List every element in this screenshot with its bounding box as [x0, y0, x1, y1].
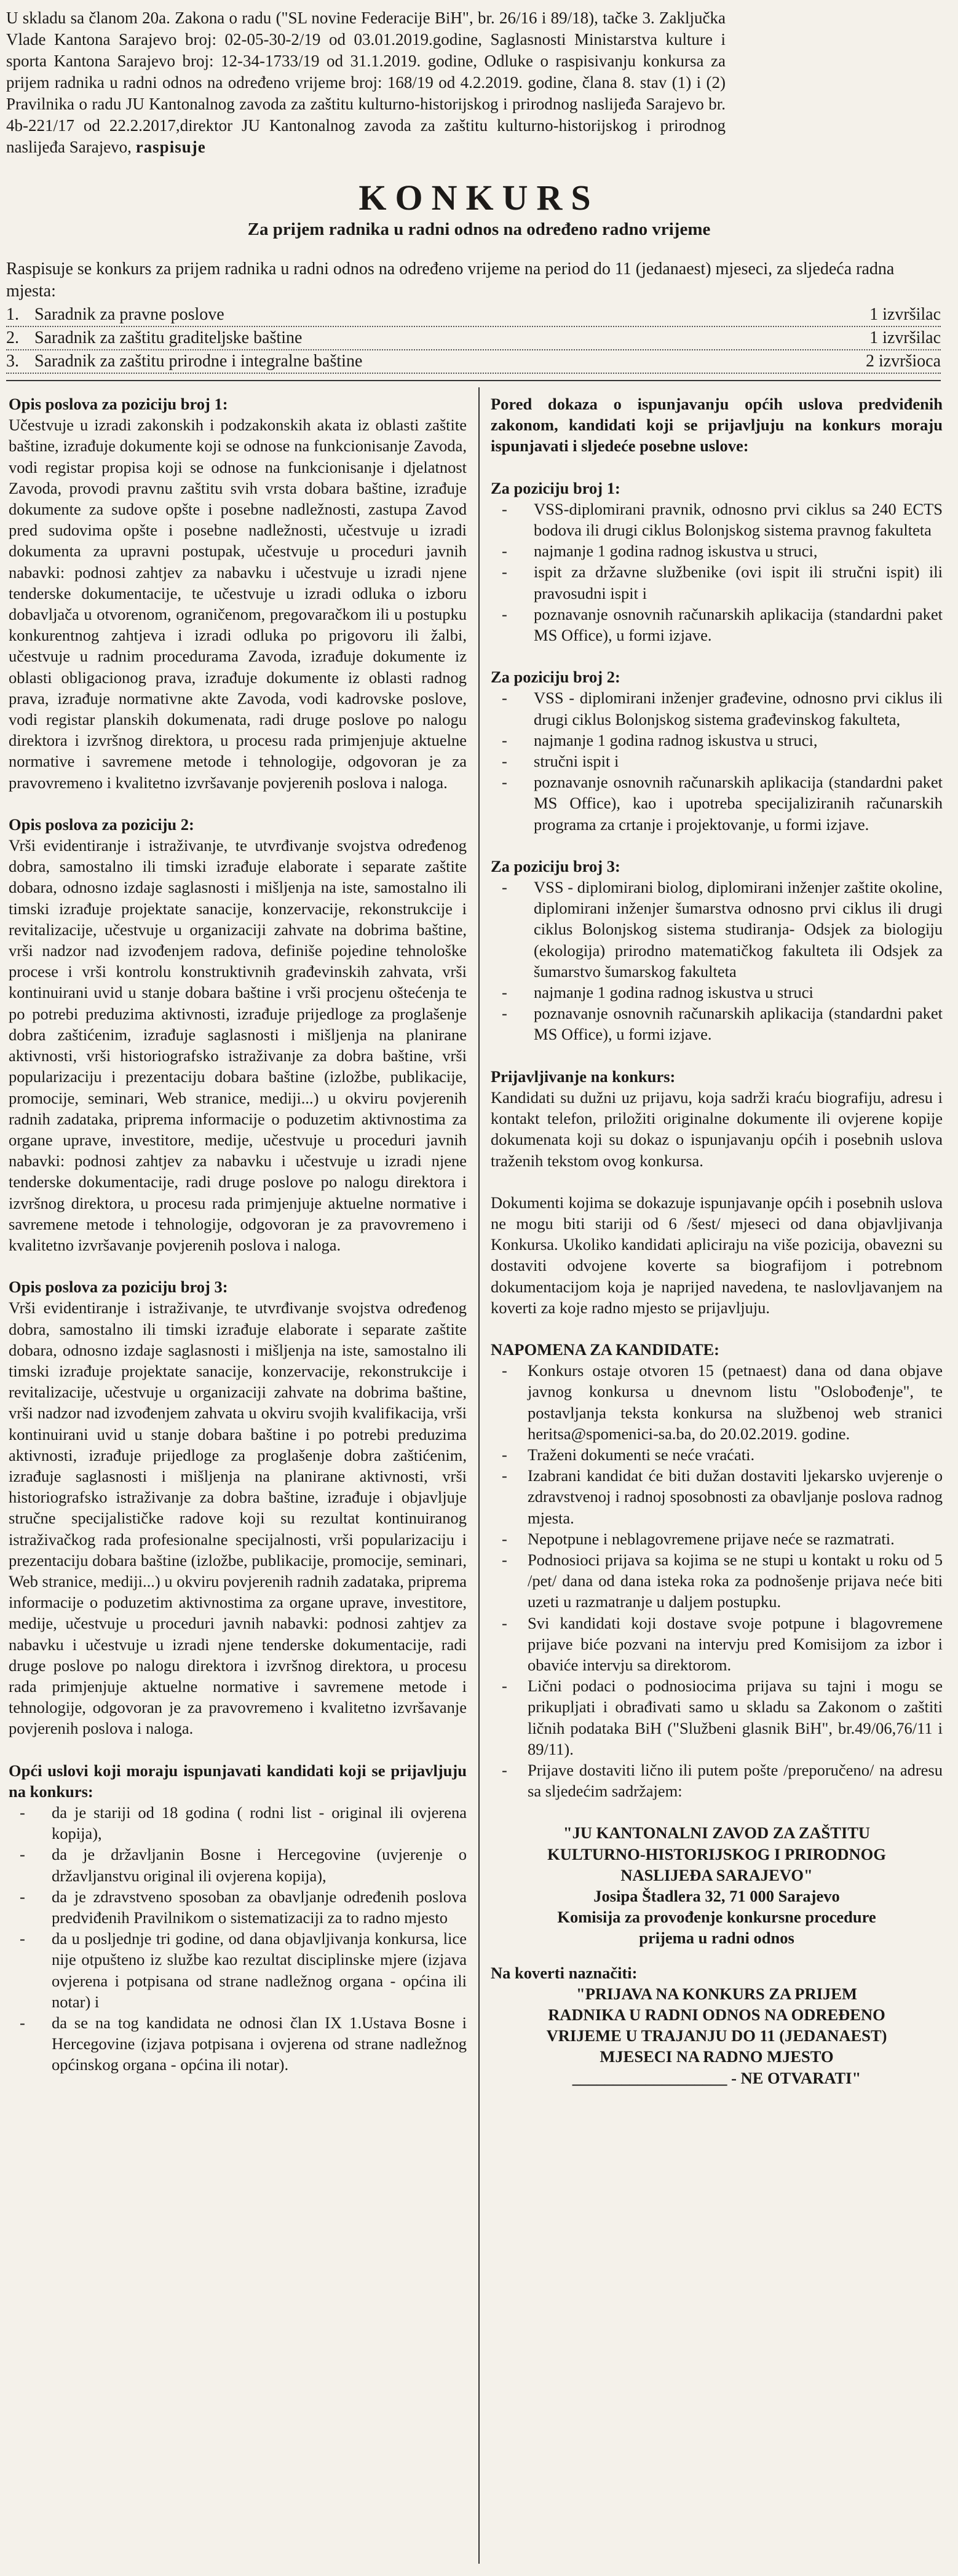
envelope-line: ___________________ - NE OTVARATI"	[572, 2068, 861, 2087]
section-heading: Opis poslova za poziciju broj 1:	[9, 395, 228, 413]
intro-text: U skladu sa članom 20a. Zakona o radu ("SL novine Federacije BiH", br. 26/16 i 89/18), tačke 3. Zaključka Vlade Kantona Sarajevo broj: 02-05-30-2/19 od 03.01.2019.godine, Saglasnosti Ministarstva kulture i sporta Kantona Sarajevo broj: 12-34-1733/19 od 31.1.2019. godine, Odluke o raspisivanju konkursa za prijem radnika u radni odnos na određeno vrijeme broj: 168/19 od 4.2.2019. godine, člana 8. stav (1) i (2) Pravilnika o radu JU Kantonalnog zavoda za zaštitu kulturno-historijskog i prirodnog naslijeđa Sarajevo br. 4b-221/17 od 22.2.2017,direktor JU Kantonalnog zavoda za zaštitu kulturno-historijskog i prirodnog naslijeđa Sarajevo,	[6, 9, 726, 156]
job-description-1: Učestvuje u izradi zakonskih i podzakonskih akata iz oblasti zaštite baštine, izrađuje dokumente koji se odnose na funkcionisanje Zavoda, vodi registar propisa koji se odnose na funkcionisanje i djelatnost Zavoda, provodi pravnu zaštitu svih vrsta dobara baštine, izrađuje dokumente za sudove opšte i posebne nadležnosti, zastupa Zavod pred sudovima opšte i posebne nadležnosti, učestvuje u izradi dokumenta za upravni postupak, učestvuje u proceduri javnih nabavki: podnosi zahtjev za nabavku i učestvuje u izradi njene tenderske dokumentacije, te učestvuje u izradi odluka o izboru dobavljača u otvorenom, ograničenom, pregovaračkom ili u postupku konkurentnog zahtjeva i izradi odluka po prigovoru ili žalbi, učestvuje u radnim procedurama Zavoda, izrađuje dokumente iz oblasti obligacionog prava, izrađuje dokumente iz oblasti radnog prava, izrađuje normativne akte Zavoda, vodi kadrovske poslove, vodi registar planskih dokumenata, radi druge poslove po nalogu direktora i izvršnog direktora, u procesu rada primjenjuje aktuelne normative i savremene metode i tehnologije, odgovoran je za pravovremeno i kvalitetno izvršavanje povjerenih poslova i naloga.	[9, 416, 467, 792]
section-heading: Za poziciju broj 2:	[491, 668, 620, 687]
address-line: NASLIJEĐA SARAJEVO"	[620, 1865, 813, 1884]
envelope-line: MJESECI NA RADNO MJESTO	[600, 2047, 834, 2066]
envelope-label: Na koverti naznačiti:	[491, 1963, 638, 1982]
job-description-2: Vrši evidentiranje i istraživanje, te utvrđivanje svojstva određenog dobra, samostalno ili timski izrađuje elaborate i separate zaštite dobara, odnosno izdaje saglasnosti i mišljenja na iste, samostalno ili timski izrađuje projektate sanacije, konzervacije, rekonstrukcije i revitalizacije, učestvuje u organizaciji zahvate na dobrima baštine, vrši nadzor nad izvođenjem radova, definiše pojedine tehnološke procese i vrši kontrolu konstruktivnih građevinskih zahvata, vrši kontinuirani uvid u stanje dobara baštine i vrši procjenu oštećenja te po potrebi preduzima aktivnosti, izrađuje prijedloge za proglašenje dobra zaštićenim, izrađuje saglasnosti i mišljenja na planirane aktivnosti, vrši historiografsko istraživanje za dobra baštine, vrši popularizaciju i prezentaciju dobara baštine (izložbe, publikacije, promocije, seminari, Web stranice, mediji...) u okviru povjerenih radnih zadataka, priprema informacije o poduzetim aktivnostima za organe uprave, investitore, medije, učestvuje u proceduri javnih nabavki: podnosi zahtjev za nabavku i učestvuje u izradi njene tenderske dokumentacije, radi druge poslove po nalogu direktora i izvršnog direktora, u procesu rada primjenjuje aktuelne normative i savremene metode i tehnologije, odgovoran je za pravovremeno i kvalitetno izvršavanje povjerenih poslova i naloga.	[9, 836, 467, 1254]
position-name: Saradnik za zaštitu prirodne i integralne baštine	[34, 352, 363, 371]
envelope-line: VRIJEME U TRAJANJU DO 11 (JEDANAEST)	[546, 2026, 887, 2045]
position-name: Saradnik za zaštitu graditeljske baštine	[34, 328, 303, 347]
list-item: - najmanje 1 godina radnog iskustva u struci,	[491, 540, 943, 561]
section-heading: Za poziciju broj 3:	[491, 856, 620, 875]
position-row	[6, 327, 941, 350]
job-description-3: Vrši evidentiranje i istraživanje, te utvrđivanje svojstva određenog dobra, samostalno ili timski izrađuje elaborate i separate zaštite dobara, odnosno izdaje saglasnosti i mišljenja na iste, samostalno ili timski izrađuje projektate sanacije, konzervacije, rekonstrukcije i revitalizacije, učestvuje u organizaciji zahvate na dobrima baštine, vrši nadzor nad izvođenjem zahvata u okviru svojih kvalifikacija, vrši kontinuirani uvid u stanje dobara baštine i po potrebi preduzima aktivnosti, izrađuje prijedloge za proglašenje dobra zaštićenim, izrađuje saglasnosti i mišljenja na planirane aktivnosti, vrši historiografsko istraživanje za dobra baštine, izrađuje i objavljuje stručne specijalističke radove koji su rezultat kontinuiranog istraživačkog rada profesionalne specijalnosti, vrši popularizaciju i prezentaciju dobara baštine (izložbe, publikacije, promocije, seminari, Web stranice, mediji...) u okviru povjerenih radnih zadataka, priprema informacije o poduzetim aktivnostima za organe uprave, investitore, medije, učestvuje u proceduri javnih nabavki: podnosi zahtjev za nabavku i učestvuje u izradi njene tenderske dokumentacije, radi druge poslove po nalogu direktora i izvršnog direktora, u procesu rada primjenjuje aktuelne normative i savremene metode i tehnologije, odgovoran je za pravovremeno i kvalitetno izvršavanje povjerenih poslova i naloga.	[9, 1298, 467, 1738]
list-item: - da je državljanin Bosne i Hercegovine (uvjerenje o državljanstvu original ili ovjerena kopija),	[9, 1844, 467, 1886]
conditions-list-1	[491, 499, 943, 646]
application-text: Kandidati su dužni uz prijavu, koja sadrži kraću biografiju, adresu i kontakt telefon, priložiti originalne dokumente ili ovjerene kopije dokumenata koji su dokaz o ispunjavanju općih i posebnih uslova traženih tekstom ovog konkursa.	[491, 1088, 943, 1170]
list-item: - Podnosioci prijava sa kojima se ne stupi u kontakt u roku od 5 /pet/ dana od dana isteka roka za podnošenje prijava neće biti uzeti u razmatranje u daljem postupku.	[491, 1549, 943, 1613]
address-line: Josipa Štadlera 32, 71 000 Sarajevo	[593, 1887, 840, 1905]
intro-paragraph	[6, 7, 726, 158]
list-item: - da u posljednje tri godine, od dana objavljivanja konkursa, lice nije otpušteno iz službe kao rezultat disciplinske mjere (izjava ovjerena i potpisana od strane nadležnog organa - općina ili notar) i	[9, 1928, 467, 2012]
position-row	[6, 304, 941, 327]
list-item: - Traženi dokumenti se neće vraćati.	[491, 1444, 943, 1465]
position-number: 3.	[6, 352, 19, 371]
position-count: 1 izvršilac	[869, 305, 941, 324]
section-heading: Prijavljivanje na konkurs:	[491, 1067, 676, 1086]
list-item: - poznavanje osnovnih računarskih aplikacija (standardni paket MS Office), u formi izjave.	[491, 604, 943, 646]
intro-verb: raspisuje	[135, 138, 206, 156]
right-column	[491, 393, 943, 2088]
list-item: - najmanje 1 godina radnog iskustva u struci	[491, 982, 943, 1003]
page-title: KONKURS	[358, 178, 600, 218]
list-item: - Izabrani kandidat će biti dužan dostaviti ljekarsko uvjerenje o zdravstvenoj i radnoj sposobnosti za obavljanje poslova radnog mjesta.	[491, 1465, 943, 1528]
address-line: prijema u radni odnos	[639, 1929, 794, 1948]
position-row	[6, 350, 941, 374]
list-item: - VSS - diplomirani biolog, diplomirani inženjer zaštite okoline, diplomirani inženjer šumarstva odnosno prvi ciklus ili drugi ciklus Bolonjskog sistema studiranja- Odsjek za biologiju (ekologija) prirodno matematičkog fakulteta ili Odsjek za šumarstvo šumarskog fakulteta	[491, 877, 943, 982]
list-item: - stručni ispit i	[491, 751, 943, 772]
list-item: - da se na tog kandidata ne odnosi član IX 1.Ustava Bosne i Hercegovine (izjava potpisana i ovjerena od strane nadležnog općinskog organa - općina ili notar).	[9, 2012, 467, 2076]
list-item: - najmanje 1 godina radnog iskustva u struci,	[491, 730, 943, 751]
list-item: - da je stariji od 18 godina ( rodni list - original ili ovjerena kopija),	[9, 1802, 467, 1844]
section-heading: Za poziciju broj 1:	[491, 478, 620, 497]
address-line: "JU KANTONALNI ZAVOD ZA ZAŠTITU	[563, 1823, 871, 1843]
positions-list	[6, 304, 941, 374]
left-column	[9, 393, 467, 2076]
notes-list	[491, 1360, 943, 1801]
list-item: - Nepotpune i neblagovremene prijave neće se razmatrati.	[491, 1528, 943, 1549]
address-block	[491, 1822, 943, 1948]
list-item: - poznavanje osnovnih računarskih aplikacija (standardni paket MS Office), kao i upotreba specijaliziranih računarskih programa za crtanje i projektovanje, u formi izjave.	[491, 772, 943, 835]
list-item: - ispit za državne službenike (ovi ispit ili stručni ispit) ili pravosudni ispit i	[491, 561, 943, 603]
list-item: - da je zdravstveno sposoban za obavljanje određenih poslova predviđenih Pravilnikom o sistematizaciji za to radno mjesto	[9, 1886, 467, 1928]
envelope-line: RADNIKA U RADNI ODNOS NA ODREĐENO	[548, 2005, 885, 2025]
general-conditions-list	[9, 1802, 467, 2076]
list-item: - Konkurs ostaje otvoren 15 (petnaest) dana od dana objave javnog konkursa u dnevnom listu "Oslobođenje", te postavljanja teksta konkursa na službenoj web stranici heritsa@spomenici-sa.ba, do 20.02.2019. godine.	[491, 1360, 943, 1444]
section-heading: NAPOMENA ZA KANDIDATE:	[491, 1340, 719, 1359]
position-number: 1.	[6, 305, 19, 324]
section-divider	[6, 380, 941, 381]
column-divider	[478, 387, 480, 2564]
section-heading: Pored dokaza o ispunjavanju općih uslova predviđenih zakonom, kandidati koji se prijavljuju na konkurs moraju ispunjavati i sljedeće posebne uslove:	[491, 395, 943, 456]
headline	[0, 178, 958, 241]
section-heading: Opći uslovi koji moraju ispunjavati kandidati koji se prijavljuju na konkurs:	[9, 1761, 467, 1801]
section-heading: Opis poslova za poziciju broj 3:	[9, 1278, 228, 1297]
position-name: Saradnik za pravne poslove	[34, 305, 224, 324]
envelope-line: "PRIJAVA NA KONKURS ZA PRIJEM	[576, 1984, 857, 2003]
list-item: - Svi kandidati koji dostave svoje potpune i blagovremene prijave biće pozvani na intervju pred Komisijom za izbor i obaviće intervju sa direktorom.	[491, 1613, 943, 1676]
position-count: 1 izvršilac	[869, 328, 941, 347]
documents-text: Dokumenti kojima se dokazuje ispunjavanje općih i posebnih uslova ne mogu biti stariji od 6 /šest/ mjeseci od dana objavljivanja Konkursa. Ukoliko kandidati apliciraju na više pozicija, obavezni su dostaviti odvojene koverte sa biografijom i potrebnom dokumentacijom koja je naprijed navedena, te naslovljavanjem na koverti za koje radno mjesto se prijavljuju.	[491, 1193, 943, 1317]
address-line: Komisija za provođenje konkursne procedure	[557, 1908, 876, 1927]
envelope-block	[491, 1983, 943, 2088]
conditions-list-2	[491, 687, 943, 834]
position-number: 2.	[6, 328, 19, 347]
list-item: - Prijave dostaviti lično ili putem pošte /preporučeno/ na adresu sa sljedećim sadržajem:	[491, 1760, 943, 1801]
list-item: - VSS-diplomirani pravnik, odnosno prvi ciklus sa 240 ECTS bodova ili drugi ciklus Bolonjskog sistema pravnog fakulteta	[491, 499, 943, 540]
list-item: - poznavanje osnovnih računarskih aplikacija (standardni paket MS Office), u formi izjave.	[491, 1003, 943, 1045]
address-line: KULTURNO-HISTORIJSKOG I PRIRODNOG	[547, 1844, 886, 1863]
list-item: - Lični podaci o podnosiocima prijava su tajni i mogu se prikupljati i obrađivati samo u skladu sa Zakonom o zaštiti ličnih podataka BiH ("Službeni glasnik BiH", br.49/06,76/11 i 89/11).	[491, 1675, 943, 1760]
announcement-text: Raspisuje se konkurs za prijem radnika u radni odnos na određeno vrijeme na period do 11 (jedanaest) mjeseci, za sljedeća radna mjesta:	[6, 259, 895, 301]
list-item: - VSS - diplomirani inženjer građevine, odnosno prvi ciklus ili drugi ciklus Bolonjskog sistema građevinskog fakulteta,	[491, 687, 943, 729]
conditions-list-3	[491, 877, 943, 1045]
section-heading: Opis poslova za poziciju 2:	[9, 815, 194, 834]
page-subtitle: Za prijem radnika u radni odnos na određeno radno vrijeme	[247, 219, 711, 239]
position-count: 2 izvršioca	[865, 352, 941, 371]
